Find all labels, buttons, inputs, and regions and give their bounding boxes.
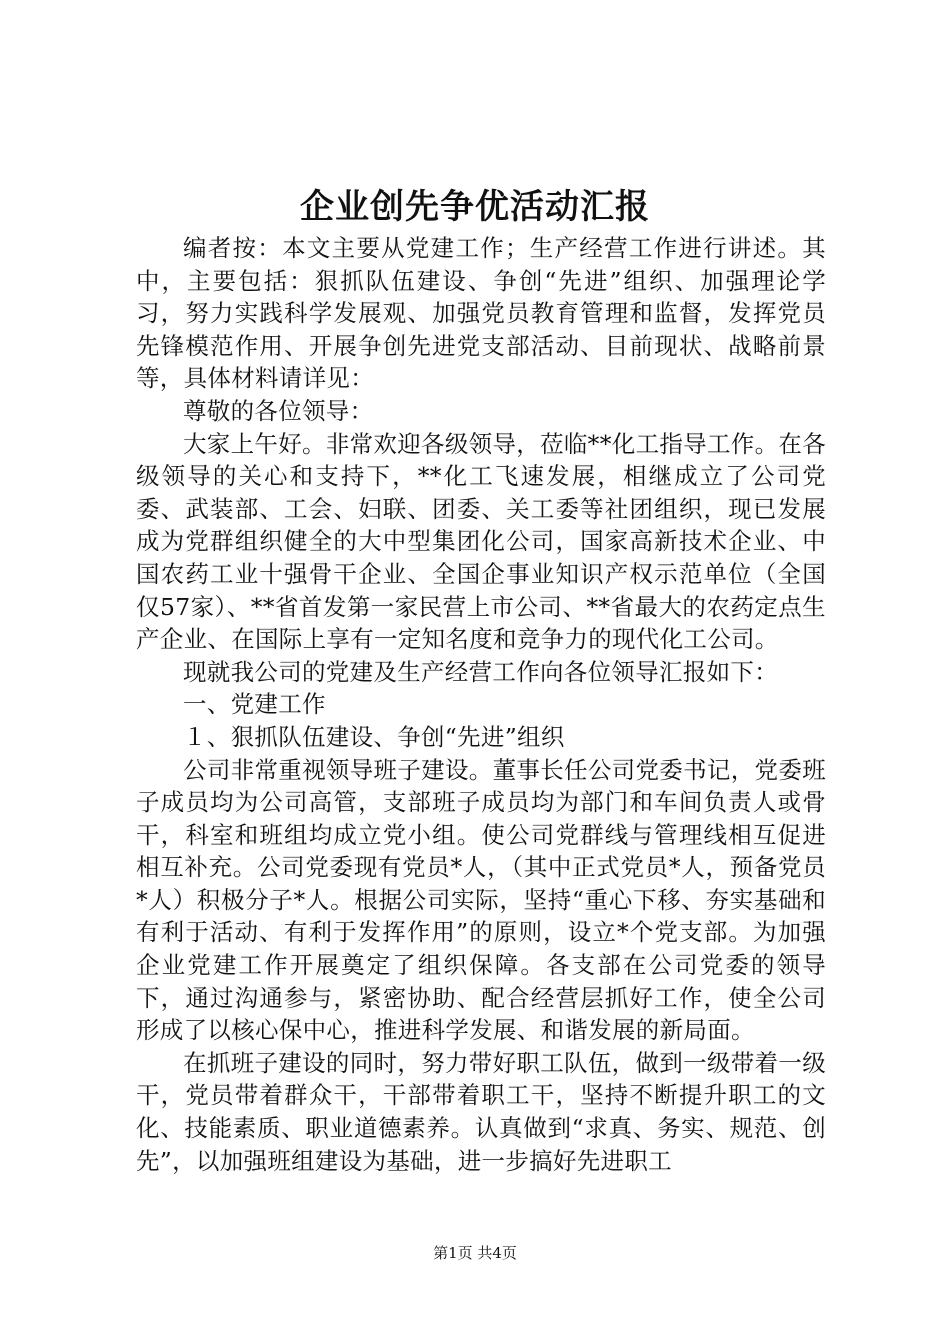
leadership-paragraph: 公司非常重视领导班子建设。董事长任公司党委书记，党委班子成员均为公司高管，支部班子成员均为部门和车间负责人或骨干，科室和班组均成立党小组。使公司党群线与管理线相互促进相互补充。公司党委现有党员*人，（其中正式党员*人，预备党员*人）积极分子*人。根据公司实际，坚持“重心下移、夯实基础和有利于活动、有利于发挥作用”的原则，设立*个党支部。为加强企业党建工作开展奠定了组织保障。各支部在公司党委的领导下，通过沟通参与，紧密协助、配合经营层抓好工作，使全公司形成了以核心保中心，推进科学发展、和谐发展的新局面。 <box>136 755 826 1045</box>
page-footer: 第1页 共4页 <box>433 1244 517 1262</box>
report-intro-paragraph: 现就我公司的党建及生产经营工作向各位领导汇报如下： <box>183 657 778 686</box>
workforce-paragraph: 在抓班子建设的同时，努力带好职工队伍，做到一级带着一级干，党员带着群众干，干部带着职工干，坚持不断提升职工的文化、技能素质、职业道德素养。认真做到“求真、务实、规范、创先”，以加强班组建设为基础，进一步搞好先进职工 <box>136 1048 826 1175</box>
editor-note-paragraph: 编者按：本文主要从党建工作；生产经营工作进行讲述。其中，主要包括：狠抓队伍建设、争创“先进”组织、加强理论学习，努力实践科学发展观、加强党员教育管理和监督，发挥党员先锋模范作用、开展争创先进党支部活动、目前现状、战略前景等，具体材料请详见： <box>136 234 826 393</box>
document-title: 企业创先争优活动汇报 <box>300 187 650 227</box>
salutation-paragraph: 尊敬的各位领导： <box>183 396 374 425</box>
section-heading-party-building: 一、党建工作 <box>183 690 326 719</box>
greeting-paragraph: 大家上午好。非常欢迎各级领导，莅临**化工指导工作。在各级领导的关心和支持下，**化工飞速发展，相继成立了公司党委、武装部、工会、妇联、团委、关工委等社团组织，现已发展成为党群组织健全的大中型集团化公司，国家高新技术企业、中国农药工业十强骨干企业、全国企事业知识产权示范单位（全国仅57家）、**省首发第一家民营上市公司、**省最大的农药定点生产企业、在国际上享有一定知名度和竞争力的现代化工公司。 <box>136 429 826 654</box>
document-body <box>136 232 826 1177</box>
subsection-heading-team-building: １、狠抓队伍建设、争创“先进”组织 <box>183 722 565 751</box>
